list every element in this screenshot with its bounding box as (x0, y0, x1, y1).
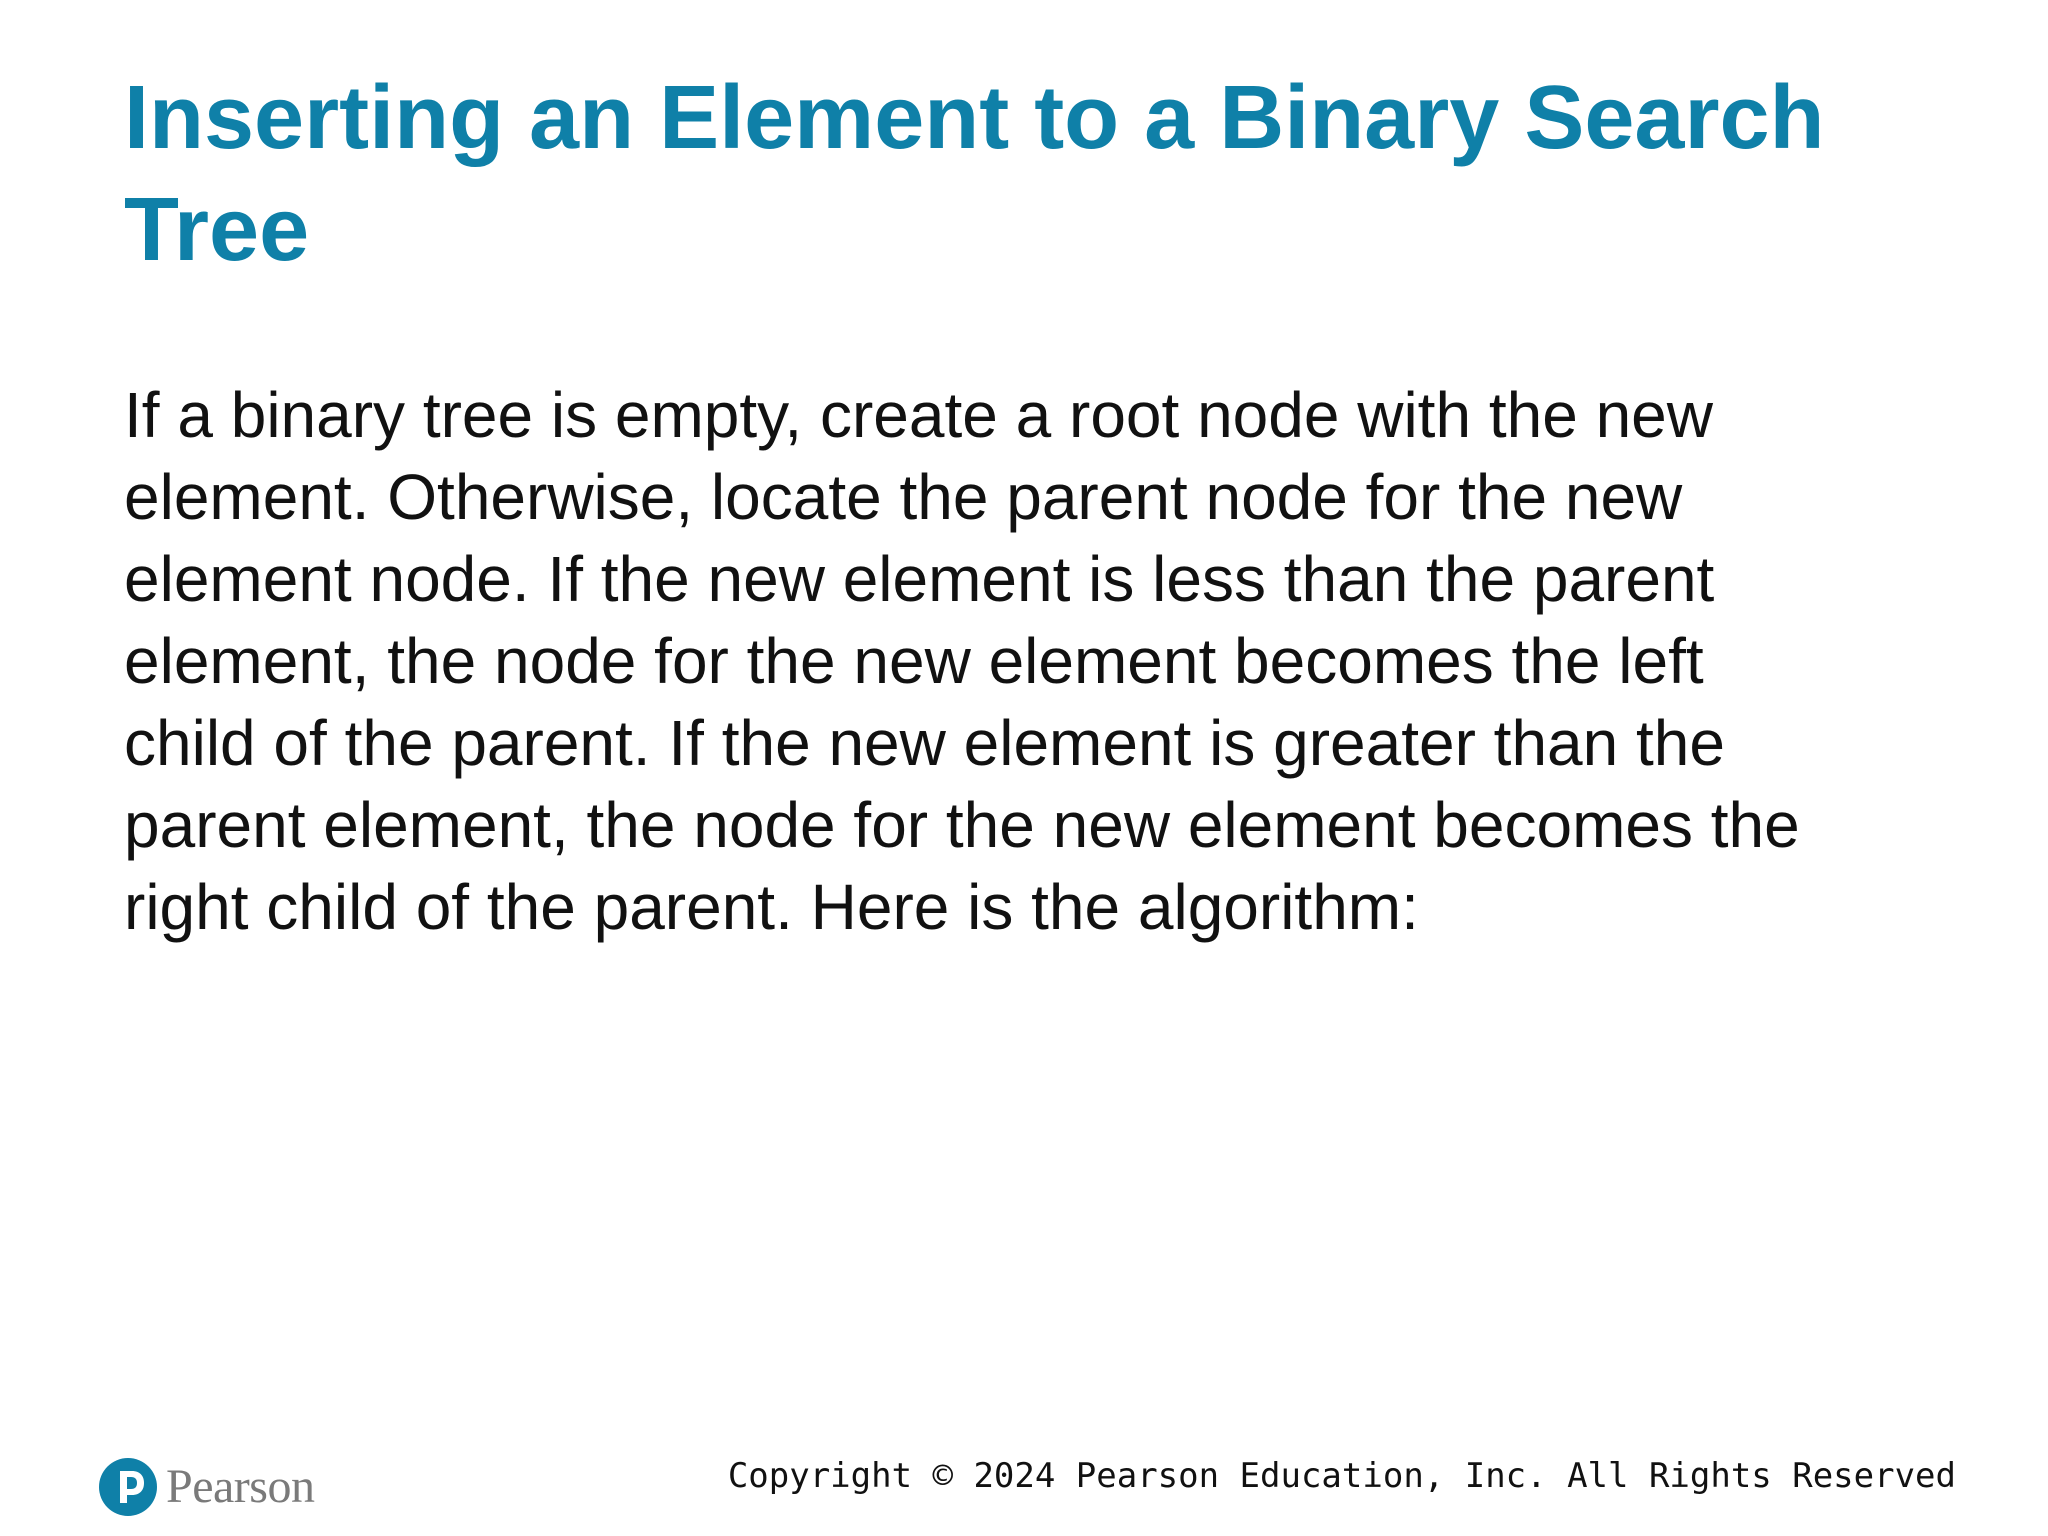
body-line: If a binary tree is empty, create a root node with the new (124, 379, 1713, 451)
pearson-logo (98, 1452, 314, 1522)
slide-title-line-2: Tree (124, 180, 310, 280)
body-line: element. Otherwise, locate the parent node for the new (124, 461, 1683, 533)
body-line: right child of the parent. Here is the algorithm: (124, 871, 1419, 943)
body-line: parent element, the node for the new element becomes the (124, 789, 1800, 861)
slide-body-paragraph (124, 374, 2004, 948)
body-line: element node. If the new element is less than the parent (124, 543, 1715, 615)
slide-title-line-1: Inserting an Element to a Binary Search (124, 68, 1825, 168)
pearson-wordmark: Pearson (166, 1460, 315, 1513)
slide-title (124, 62, 1924, 286)
pearson-p-logo-icon (98, 1457, 158, 1517)
copyright-notice: Copyright © 2024 Pearson Education, Inc. All Rights Reserved (727, 1456, 1956, 1496)
body-line: child of the parent. If the new element is greater than the (124, 707, 1725, 779)
body-line: element, the node for the new element becomes the left (124, 625, 1704, 697)
